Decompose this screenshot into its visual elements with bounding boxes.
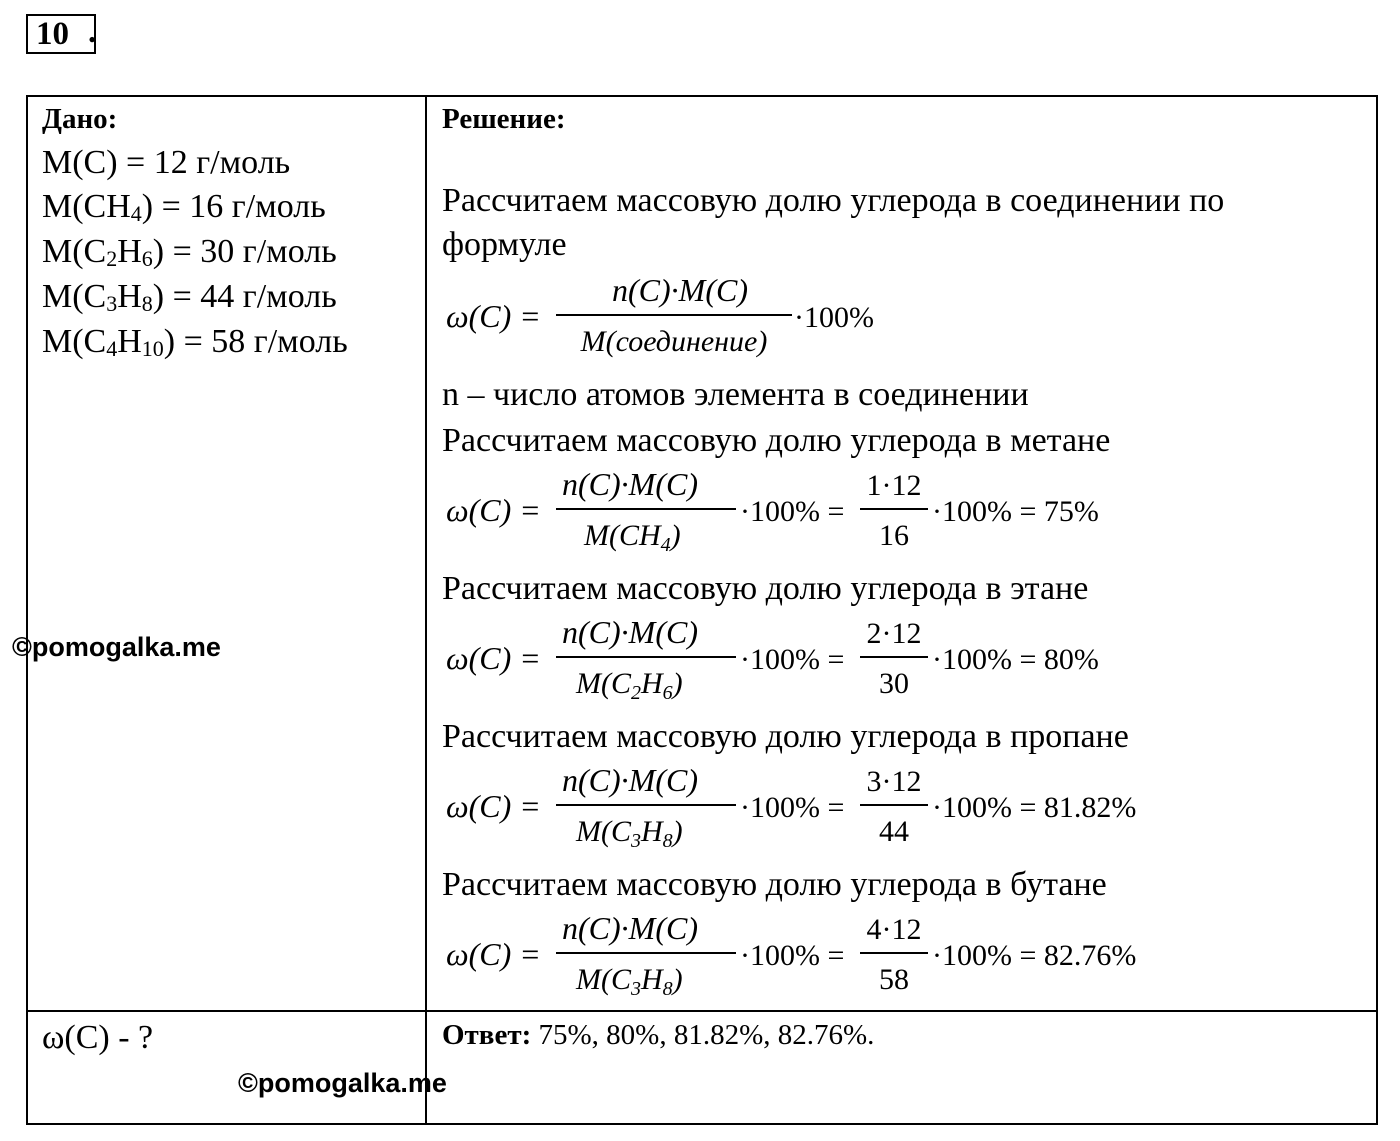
watermark: ©pomogalka.me	[12, 632, 221, 662]
given-line-3: M(C2H6) = 30 г/моль	[42, 233, 337, 271]
svg-text:·100% =: ·100% =	[740, 939, 845, 972]
row-divider	[28, 1010, 1376, 1012]
solution-table	[26, 95, 1378, 1125]
formula-tail: ·100%	[794, 301, 874, 334]
formula-denominator: M(соединение)	[580, 325, 768, 358]
problem-number-dot: .	[88, 14, 97, 50]
step-methane-formula	[444, 463, 1164, 559]
watermark-bottom: ©pomogalka.me	[238, 1068, 447, 1098]
svg-text:4·12: 4·12	[866, 913, 922, 946]
given-line-4: M(C3H8) = 44 г/моль	[42, 278, 337, 316]
step-butane-text: Рассчитаем массовую долю углерода в бутане	[442, 866, 1107, 903]
svg-text:M(C2H6): $M(C_2H_6)$	[576, 667, 683, 704]
intro-line-2: формуле	[442, 226, 567, 263]
formula-lhs: ω(C) =	[446, 298, 541, 334]
given-line-5: M(C4H10) = 58 г/моль	[42, 323, 348, 361]
general-formula	[444, 269, 904, 365]
svg-text:·100% = 75%: ·100% = 75%	[932, 495, 1099, 528]
step-propane-formula	[444, 759, 1164, 855]
svg-text:30: 30	[879, 667, 909, 700]
svg-text:3·12: 3·12	[866, 765, 922, 798]
answer-values: 75%, 80%, 81.82%, 82.76%.	[531, 1019, 875, 1051]
step-butane-formula	[444, 907, 1164, 1003]
svg-text:M(C3H8): $M(C_3H_8)$	[576, 963, 683, 1000]
intro-line-1: Рассчитаем массовую долю углерода в соединении по	[442, 182, 1225, 219]
svg-text:·100% =: ·100% =	[740, 495, 845, 528]
given-heading: Дано:	[42, 103, 118, 135]
svg-text:1·12: 1·12	[866, 469, 922, 502]
svg-text:M(C3H8): $M(C_3H_8)$	[576, 815, 683, 852]
svg-text:·100% = 81.82%: ·100% = 81.82%	[932, 791, 1137, 824]
find-question: ω(C) - ?	[42, 1019, 154, 1056]
svg-text:ω(C) =: ω(C) =	[446, 936, 541, 972]
formula-numerator: n(C)·M(C)	[612, 272, 748, 308]
answer-label: Ответ:	[442, 1019, 532, 1051]
svg-text:ω(C) =: ω(C) =	[446, 492, 541, 528]
step-propane-text: Рассчитаем массовую долю углерода в пропане	[442, 718, 1129, 755]
step-ethane-formula	[444, 611, 1164, 707]
svg-text:·100% = 82.76%: ·100% = 82.76%	[932, 939, 1137, 972]
svg-text:58: 58	[879, 963, 909, 996]
svg-text:M(CH4): $M(CH_4)$	[584, 519, 681, 556]
svg-text:·100% =: ·100% =	[740, 643, 845, 676]
svg-text:ω(C) =: ω(C) =	[446, 640, 541, 676]
n-note: n – число атомов элемента в соединении	[442, 376, 1029, 413]
svg-text:44: 44	[879, 815, 909, 848]
svg-text:n(C)·M(C): n(C)·M(C)	[562, 762, 698, 798]
answer	[442, 1019, 874, 1052]
problem-number: 10	[26, 14, 96, 54]
svg-text:ω(C) =: ω(C) =	[446, 788, 541, 824]
given-line-2: M(CH4) = 16 г/моль	[42, 188, 326, 226]
svg-text:·100% = 80%: ·100% = 80%	[932, 643, 1099, 676]
column-divider	[425, 97, 427, 1123]
step-ethane-text: Рассчитаем массовую долю углерода в этане	[442, 570, 1089, 607]
svg-text:n(C)·M(C): n(C)·M(C)	[562, 614, 698, 650]
svg-text:·100% =: ·100% =	[740, 791, 845, 824]
solution-heading: Решение:	[442, 103, 566, 135]
svg-text:16: 16	[879, 519, 909, 552]
step-methane-text: Рассчитаем массовую долю углерода в метане	[442, 422, 1111, 459]
given-line-1: M(C) = 12 г/моль	[42, 144, 291, 181]
svg-text:2·12: 2·12	[866, 617, 922, 650]
svg-text:n(C)·M(C): n(C)·M(C)	[562, 466, 698, 502]
svg-text:n(C)·M(C): n(C)·M(C)	[562, 910, 698, 946]
